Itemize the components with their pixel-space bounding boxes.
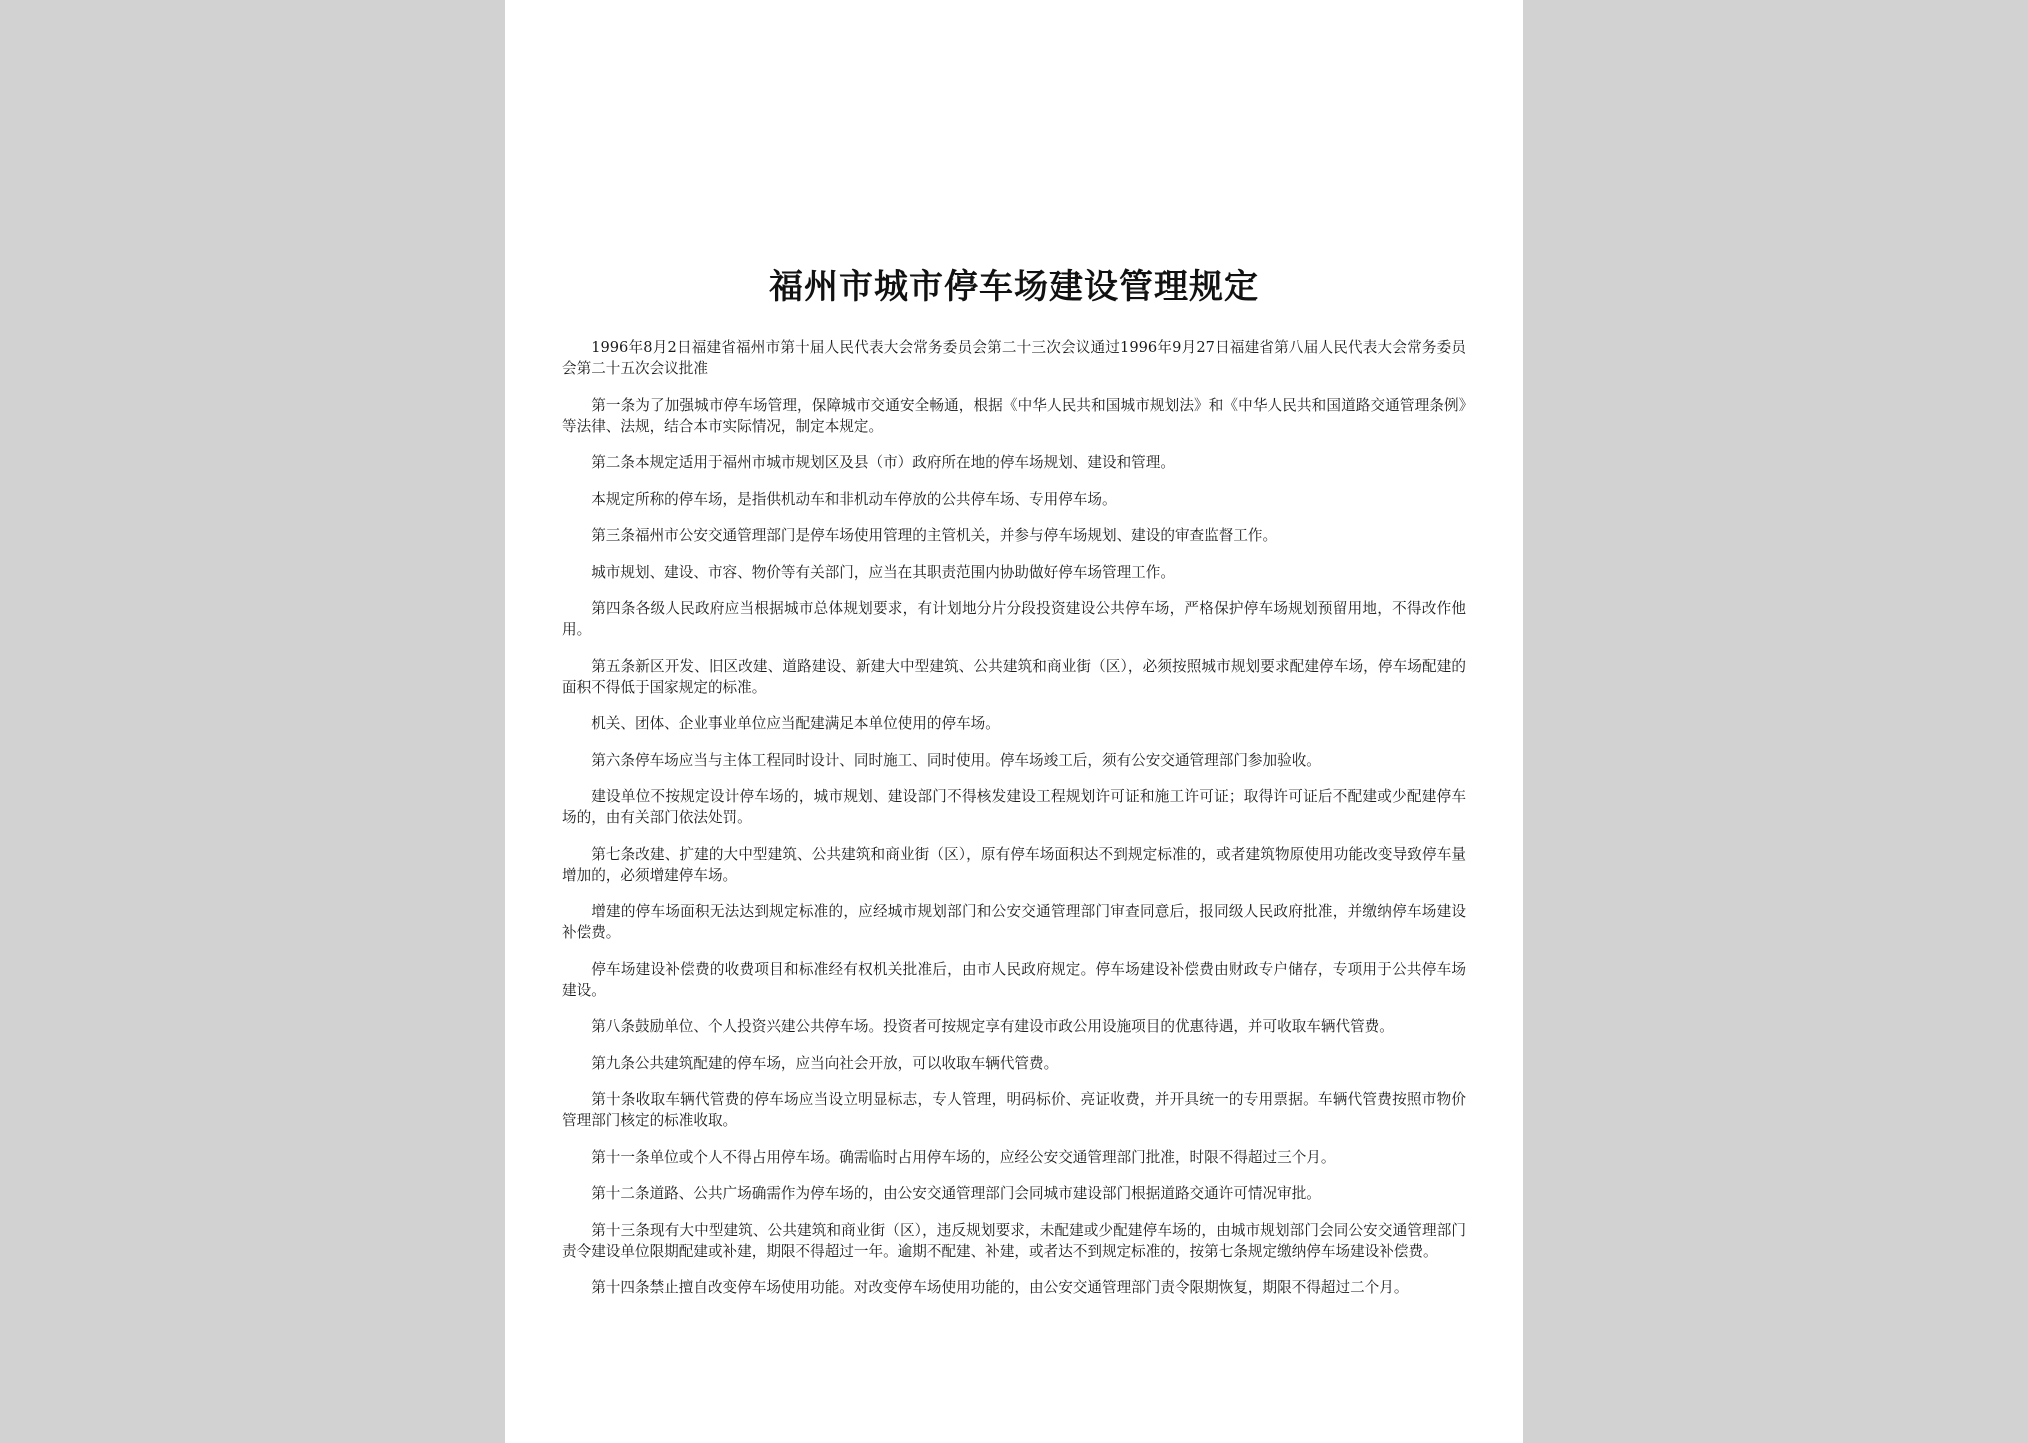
article-6-supplement-paragraph: 建设单位不按规定设计停车场的，城市规划、建设部门不得核发建设工程规划许可证和施工许可证；取得许可证后不配建或少配建停车场的，由有关部门依法处罚。 (562, 788, 1466, 826)
article-9-paragraph: 第九条公共建筑配建的停车场，应当向社会开放，可以收取车辆代管费。 (591, 1054, 1059, 1072)
article-2-paragraph: 第二条本规定适用于福州市城市规划区及县（市）政府所在地的停车场规划、建设和管理。 (591, 454, 1175, 471)
document-page (505, 0, 1523, 1443)
article-14-paragraph: 第十四条禁止擅自改变停车场使用功能。对改变停车场使用功能的，由公安交通管理部门责令限期恢复，期限不得超过二个月。 (591, 1279, 1409, 1296)
article-11-paragraph: 第十一条单位或个人不得占用停车场。确需临时占用停车场的，应经公安交通管理部门批准，时限不得超过三个月。 (591, 1148, 1336, 1166)
article-13-paragraph: 第十三条现有大中型建筑、公共建筑和商业街（区），违反规划要求，未配建或少配建停车场的，由城市规划部门会同公安交通管理部门责令建设单位限期配建或补建，期限不得超过一年。逾期不配建、补建，或者达不到规定标准的，按第七条规定缴纳停车场建设补偿费。 (562, 1221, 1466, 1260)
article-7-fee-paragraph: 停车场建设补偿费的收费项目和标准经有权机关批准后，由市人民政府规定。停车场建设补偿费由财政专户储存，专项用于公共停车场建设。 (562, 960, 1466, 999)
article-4-paragraph: 第四条各级人民政府应当根据城市总体规划要求，有计划地分片分段投资建设公共停车场，严格保护停车场规划预留用地，不得改作他用。 (562, 600, 1466, 638)
article-7-supplement-paragraph: 增建的停车场面积无法达到规定标准的，应经城市规划部门和公安交通管理部门审查同意后，报同级人民政府批准，并缴纳停车场建设补偿费。 (562, 903, 1466, 941)
article-5-paragraph: 第五条新区开发、旧区改建、道路建设、新建大中型建筑、公共建筑和商业街（区），必须按照城市规划要求配建停车场，停车场配建的面积不得低于国家规定的标准。 (562, 657, 1466, 696)
article-10-paragraph: 第十条收取车辆代管费的停车场应当设立明显标志，专人管理，明码标价、亮证收费，并开具统一的专用票据。车辆代管费按照市物价管理部门核定的标准收取。 (562, 1091, 1466, 1129)
article-6-paragraph: 第六条停车场应当与主体工程同时设计、同时施工、同时使用。停车场竣工后，须有公安交通管理部门参加验收。 (591, 751, 1321, 769)
article-12-paragraph: 第十二条道路、公共广场确需作为停车场的，由公安交通管理部门会同城市建设部门根据道路交通许可情况审批。 (591, 1185, 1321, 1202)
document-title: 福州市城市停车场建设管理规定 (769, 267, 1259, 307)
article-2-supplement-paragraph: 本规定所称的停车场，是指供机动车和非机动车停放的公共停车场、专用停车场。 (591, 490, 1117, 508)
article-5-supplement-paragraph: 机关、团体、企业事业单位应当配建满足本单位使用的停车场。 (591, 715, 1000, 732)
preamble-paragraph: 1996年8月2日福建省福州市第十届人民代表大会常务委员会第二十三次会议通过1996年9月27日福建省第八届人民代表大会常务委员会第二十五次会议批准 (562, 339, 1466, 377)
article-8-paragraph: 第八条鼓励单位、个人投资兴建公共停车场。投资者可按规定享有建设市政公用设施项目的优惠待遇，并可收取车辆代管费。 (591, 1018, 1394, 1035)
article-3-supplement-paragraph: 城市规划、建设、市容、物价等有关部门，应当在其职责范围内协助做好停车场管理工作。 (591, 563, 1175, 581)
article-3-paragraph: 第三条福州市公安交通管理部门是停车场使用管理的主管机关，并参与停车场规划、建设的审查监督工作。 (591, 527, 1278, 544)
article-1-paragraph: 第一条为了加强城市停车场管理，保障城市交通安全畅通，根据《中华人民共和国城市规划法》和《中华人民共和国道路交通管理条例》等法律、法规，结合本市实际情况，制定本规定。 (562, 396, 1466, 435)
article-7-paragraph: 第七条改建、扩建的大中型建筑、公共建筑和商业街（区），原有停车场面积达不到规定标准的，或者建筑物原使用功能改变导致停车量增加的，必须增建停车场。 (562, 845, 1466, 884)
